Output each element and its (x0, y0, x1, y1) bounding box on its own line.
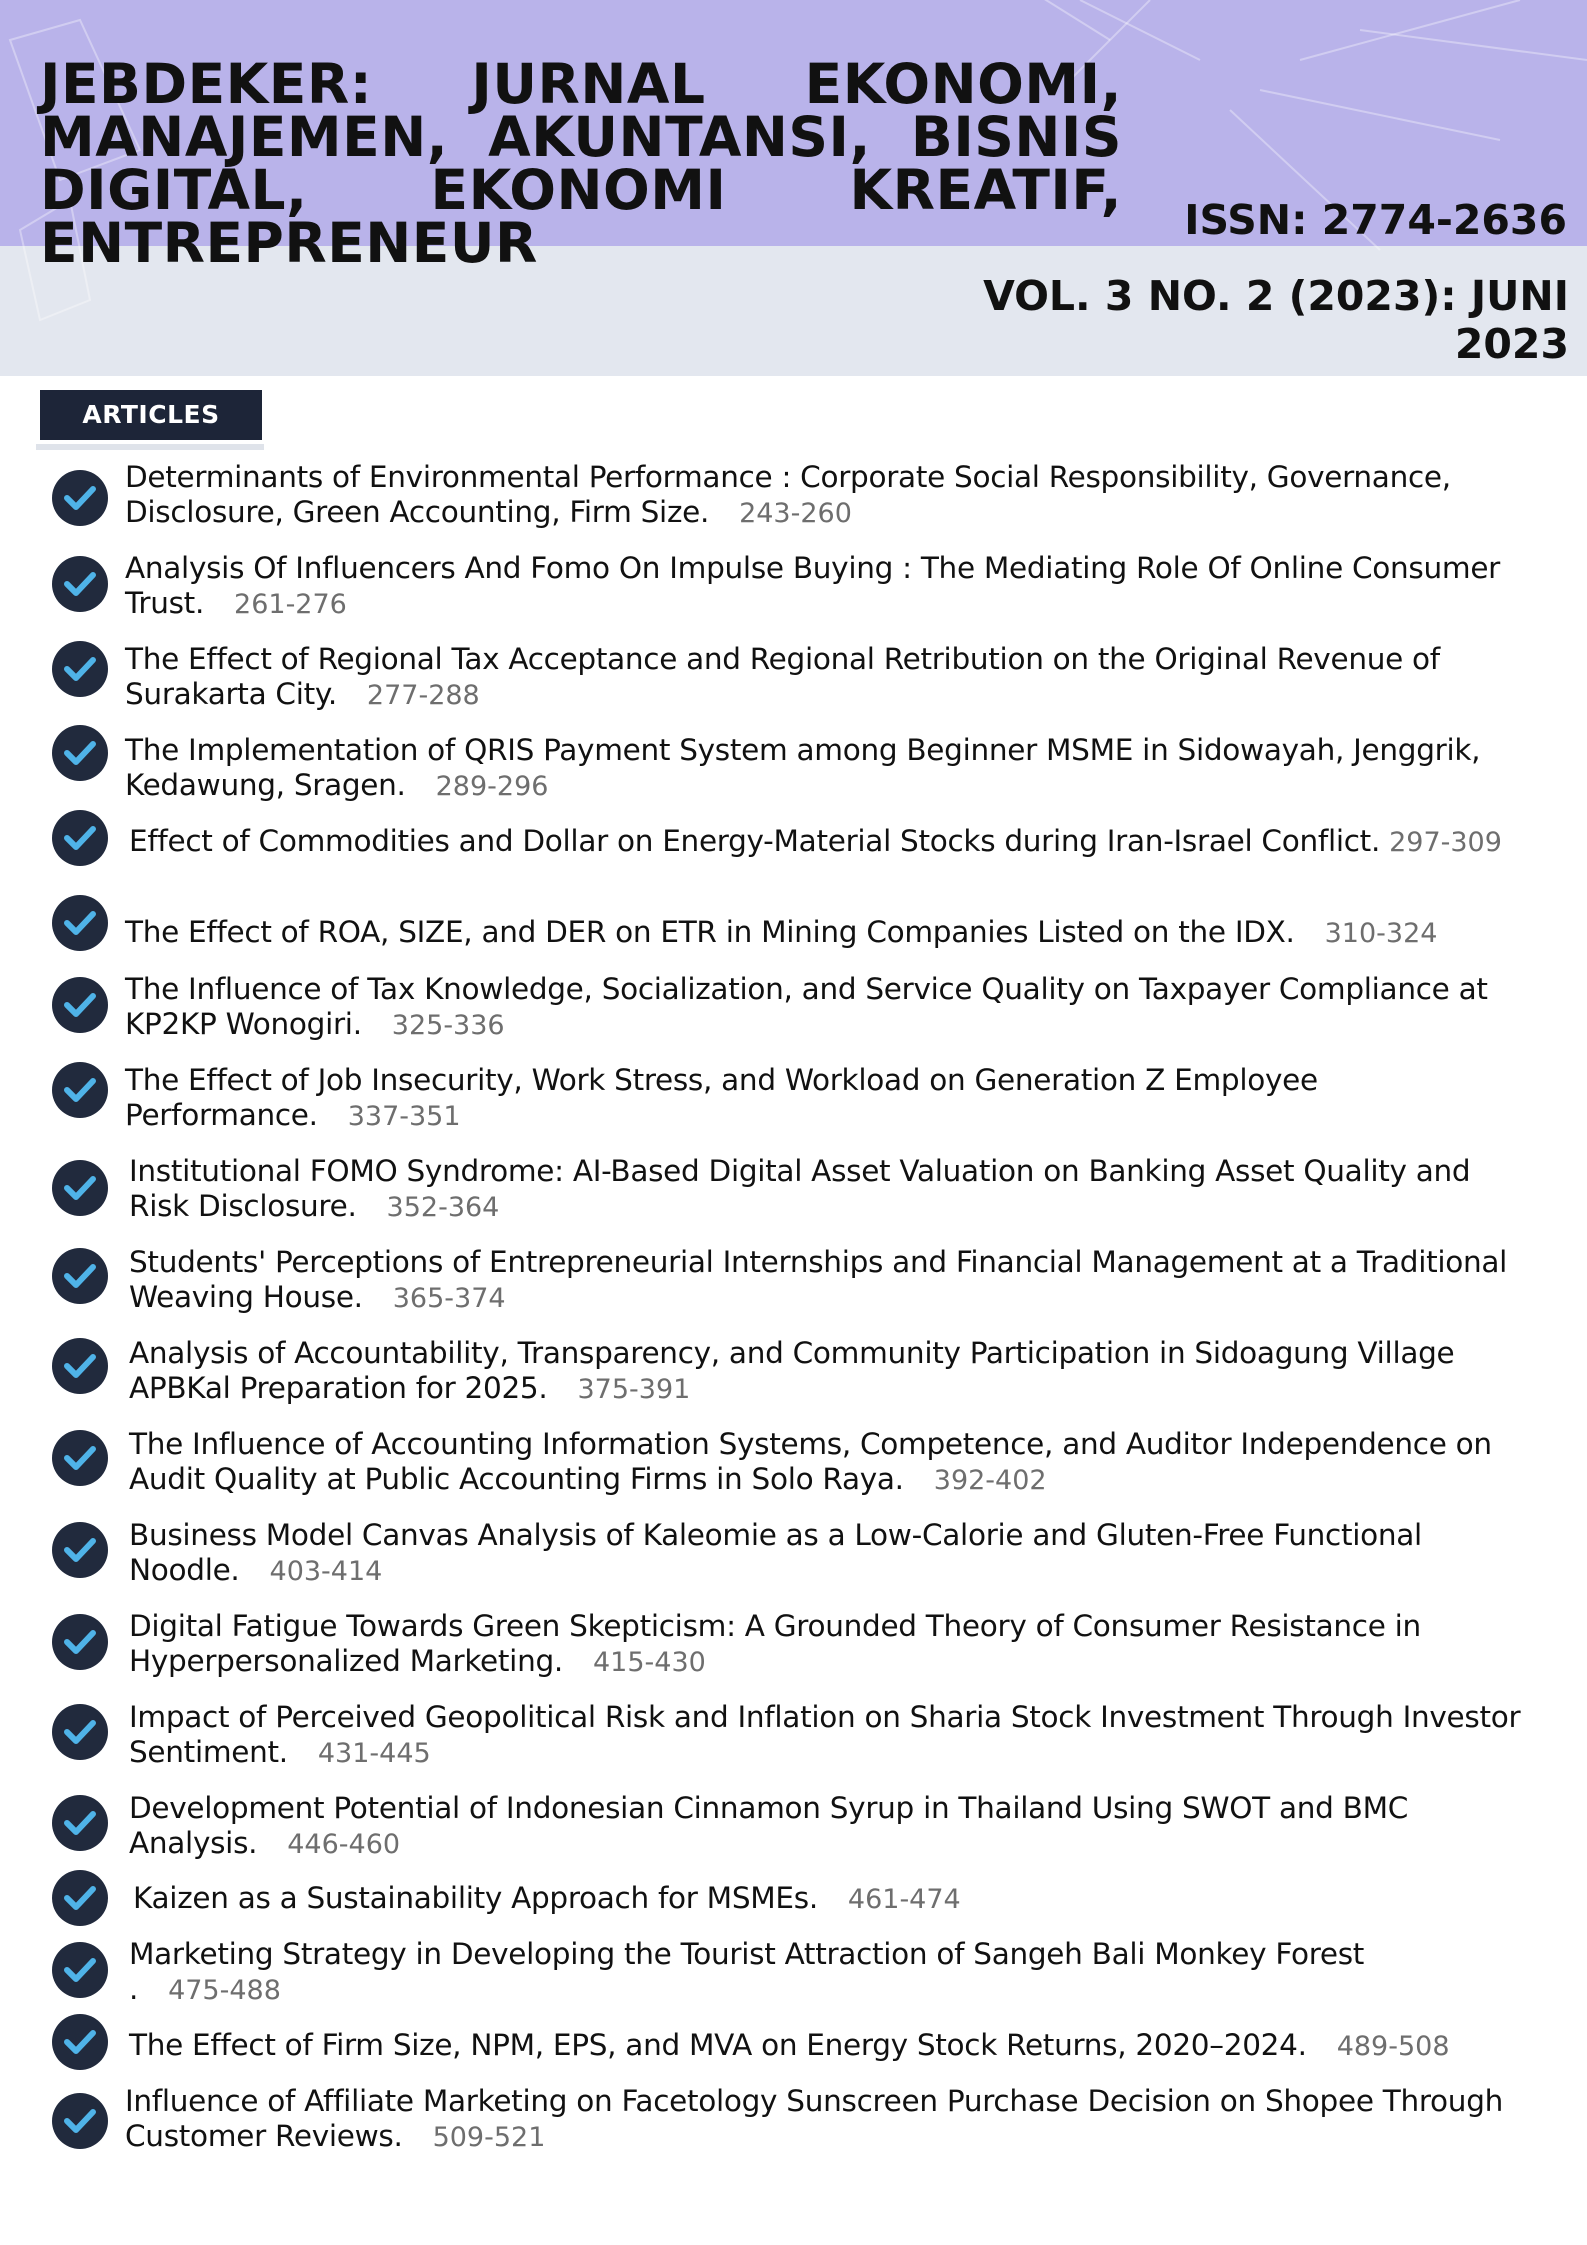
journal-title: JEBDEKER: JURNAL EKONOMI, MANAJEMEN, AKUNTANSI, BISNIS DIGITAL, EKONOMI KREATIF, ENTREPRENEUR (40, 52, 1122, 275)
article-title: The Implementation of QRIS Payment System among Beginner MSME in Sidowayah, Jenggrik, Kedawung, Sragen. (125, 733, 1481, 802)
article-title: Analysis Of Influencers And Fomo On Impulse Buying : The Mediating Role Of Online Consumer Trust. (125, 551, 1501, 620)
article-pages: 365-374 (392, 1283, 506, 1314)
article-title-link[interactable] (129, 1700, 1529, 1771)
article-title-link[interactable] (125, 642, 1525, 713)
article-title-link[interactable] (133, 1881, 1533, 1917)
article-title-link[interactable] (125, 2084, 1525, 2155)
check-circle-icon (52, 977, 108, 1033)
check-circle-icon (52, 1160, 108, 1216)
issn-label: ISSN: 2774-2636 (1184, 196, 1567, 244)
check-circle-icon (52, 895, 108, 951)
article-pages: 297-309 (1389, 827, 1502, 858)
article-title-link[interactable] (125, 733, 1525, 804)
article-pages: 337-351 (347, 1101, 461, 1132)
article-pages: 310-324 (1324, 918, 1438, 949)
article-title-link[interactable] (129, 824, 1529, 860)
check-circle-icon (52, 1248, 108, 1304)
article-pages: 325-336 (391, 1010, 505, 1041)
article-title-link[interactable] (125, 551, 1525, 622)
article-title: Impact of Perceived Geopolitical Risk and Inflation on Sharia Stock Investment Through Investor Sentiment. (129, 1700, 1521, 1769)
volume-label: VOL. 3 NO. 2 (2023): JUNI 2023 (983, 272, 1569, 368)
article-title: The Effect of Firm Size, NPM, EPS, and MVA on Energy Stock Returns, 2020–2024. (129, 2028, 1307, 2062)
article-title-link[interactable] (129, 1609, 1529, 1680)
check-circle-icon (52, 2014, 108, 2070)
article-title: Students' Perceptions of Entrepreneurial Internships and Financial Management at a Traditional Weaving House. (129, 1245, 1508, 1314)
check-circle-icon (52, 1704, 108, 1760)
check-circle-icon (52, 1614, 108, 1670)
check-circle-icon (52, 810, 108, 866)
article-title: Influence of Affiliate Marketing on Facetology Sunscreen Purchase Decision on Shopee Through Customer Reviews. (125, 2084, 1504, 2153)
article-title: The Effect of ROA, SIZE, and DER on ETR in Mining Companies Listed on the IDX. (125, 915, 1295, 949)
check-circle-icon (52, 1942, 108, 1998)
article-title: Institutional FOMO Syndrome: AI-Based Digital Asset Valuation on Banking Asset Quality and Risk Disclosure. (129, 1154, 1471, 1223)
article-title: Development Potential of Indonesian Cinnamon Syrup in Thailand Using SWOT and BMC Analysis. (129, 1791, 1409, 1860)
article-pages: 415-430 (592, 1647, 706, 1678)
article-pages: 431-445 (317, 1738, 431, 1769)
article-pages: 375-391 (577, 1374, 691, 1405)
article-title: The Influence of Tax Knowledge, Socialization, and Service Quality on Taxpayer Compliance at KP2KP Wonogiri. (125, 972, 1488, 1041)
section-label-articles: ARTICLES (40, 390, 262, 440)
article-title: Marketing Strategy in Developing the Tourist Attraction of Sangeh Bali Monkey Forest . (129, 1937, 1365, 2006)
check-circle-icon (52, 556, 108, 612)
check-circle-icon (52, 2093, 108, 2149)
article-pages: 289-296 (435, 771, 549, 802)
article-title: The Effect of Job Insecurity, Work Stress, and Workload on Generation Z Employee Performance. (125, 1063, 1318, 1132)
article-title-link[interactable] (129, 1518, 1529, 1589)
article-pages: 392-402 (933, 1465, 1047, 1496)
article-title-link[interactable] (125, 1063, 1525, 1134)
check-circle-icon (52, 1870, 108, 1926)
check-circle-icon (52, 470, 108, 526)
article-title-link[interactable] (129, 1427, 1569, 1498)
article-title-link[interactable] (125, 460, 1525, 531)
article-pages: 277-288 (366, 680, 480, 711)
article-pages: 243-260 (739, 498, 852, 529)
article-pages: 261-276 (234, 589, 347, 620)
article-title-link[interactable] (129, 1791, 1529, 1862)
check-circle-icon (52, 1522, 108, 1578)
check-circle-icon (52, 1338, 108, 1394)
check-circle-icon (52, 1062, 108, 1118)
article-title-link[interactable] (129, 1336, 1529, 1407)
article-title: Kaizen as a Sustainability Approach for MSMEs. (133, 1881, 818, 1915)
article-pages: 509-521 (432, 2122, 546, 2153)
article-title: Business Model Canvas Analysis of Kaleomie as a Low-Calorie and Gluten-Free Functional Noodle. (129, 1518, 1422, 1587)
article-pages: 489-508 (1336, 2031, 1450, 2062)
article-title-link[interactable] (125, 915, 1525, 951)
article-title: Determinants of Environmental Performance : Corporate Social Responsibility, Governance, Disclosure, Green Accounting, Firm Size. (125, 460, 1451, 529)
check-circle-icon (52, 725, 108, 781)
article-title: Digital Fatigue Towards Green Skepticism: A Grounded Theory of Consumer Resistance in Hyperpersonalized Marketing. (129, 1609, 1421, 1678)
article-title-link[interactable] (129, 1245, 1529, 1316)
check-circle-icon (52, 1430, 108, 1486)
article-title: Analysis of Accountability, Transparency, and Community Participation in Sidoagung Village APBKal Preparation for 2025. (129, 1336, 1455, 1405)
check-circle-icon (52, 1795, 108, 1851)
article-pages: 446-460 (287, 1829, 401, 1860)
article-pages: 403-414 (269, 1556, 383, 1587)
article-title-link[interactable] (129, 1154, 1529, 1225)
article-title-link[interactable] (125, 972, 1525, 1043)
article-title: The Influence of Accounting Information Systems, Competence, and Auditor Independence on Audit Quality at Public Accounting Firms in Solo Raya. (129, 1427, 1492, 1496)
article-pages: 461-474 (847, 1884, 961, 1915)
article-title-link[interactable] (129, 1937, 1449, 2008)
article-title: Effect of Commodities and Dollar on Energy-Material Stocks during Iran-Israel Conflict. (129, 824, 1381, 858)
check-circle-icon (52, 641, 108, 697)
article-title: The Effect of Regional Tax Acceptance and Regional Retribution on the Original Revenue of Surakarta City. (125, 642, 1440, 711)
article-pages: 352-364 (386, 1192, 500, 1223)
article-title-link[interactable] (129, 2028, 1529, 2064)
article-pages: 475-488 (168, 1975, 281, 2006)
